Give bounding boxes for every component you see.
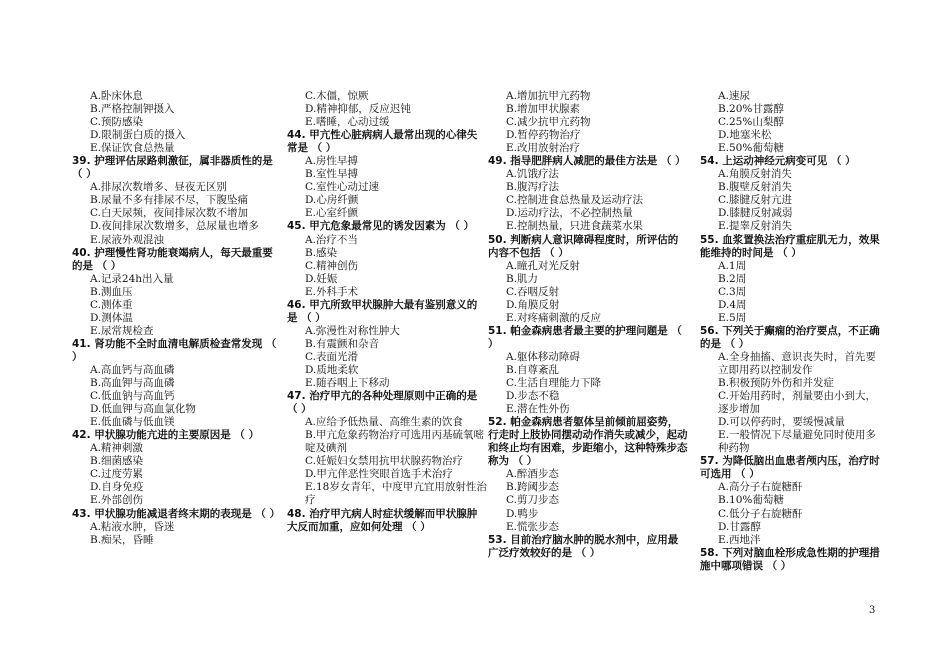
answer-option: D.精神抑郁，反应迟钝 [305,103,411,116]
answer-option: A.躯体移动障碍 [506,350,580,363]
answer-option: E.外科手术 [305,285,359,298]
question-text: 46. 甲亢所致甲状腺肿大最有鉴别意义的是 （ ） [287,298,478,324]
question-text: 42. 甲状腺功能亢进的主要原因是 （ ） [72,429,260,442]
answer-option: D.甲亢伴恶性突眼首选手术治疗 [305,468,453,481]
answer-option: D.夜间排尿次数增多，总尿量也增多 [90,220,259,233]
answer-option: C.室性心动过速 [305,181,379,194]
answer-option: B.增加甲状腺素 [506,103,581,116]
answer-option: A.高血钙与高血磷 [90,363,175,376]
answer-option: C.过度劳累 [90,468,143,481]
answer-option: E.提睾反射消失 [718,220,793,233]
answer-option: B.有震颤和杂音 [305,337,380,350]
answer-option: E.潜在性外伤 [506,403,570,416]
answer-option: A.增加抗甲亢药物 [506,90,591,102]
answer-option: D.4周 [718,298,747,311]
question-text: 48. 治疗甲亢病人时症状缓解而甲状腺肿大反而加重，应如何处理 （ ） [287,507,478,533]
question-text: 53. 目前治疗脑水肿的脱水剂中，应用最广泛疗效较好的是 （ ） [488,533,679,559]
answer-option: C.减少抗甲亢药物 [506,116,591,129]
answer-option: C.表面光滑 [305,350,358,363]
answer-option: D.妊娠 [305,272,338,285]
answer-option: E.18岁女青年，中度甲亢宜用放射性治疗 [305,481,487,507]
answer-option: A.记录24h出入量 [90,272,174,285]
column-3 [488,90,688,560]
answer-option: C.开始用药时，剂量要由小到大，逐步增加 [718,390,876,416]
answer-option: D.运动疗法，不必控制热量 [506,207,633,220]
answer-option: C.3周 [718,285,747,298]
column-2 [287,90,487,534]
answer-option: B.腹壁反射消失 [718,181,793,194]
answer-option: A.排尿次数增多、昼夜无区别 [90,181,227,194]
answer-option: A.弥漫性对称性肿大 [305,324,400,337]
answer-option: B.20%甘露醇 [718,103,784,116]
answer-option: A.精神刺激 [90,442,143,455]
question-text: 57. 为降低脑出血患者颅内压，治疗时可选用 （ ） [700,455,880,481]
answer-option: C.测体重 [90,298,133,311]
answer-option: D.步态不稳 [506,390,560,403]
column-4 [700,90,880,573]
answer-option: A.瞳孔对光反射 [506,259,580,272]
answer-option: D.限制蛋白质的摄入 [90,129,186,142]
answer-option: E.低血磷与低血镁 [90,416,175,429]
question-text: 54. 上运动神经元病变可见 （ ） [700,155,856,168]
answer-option: E.外部创伤 [90,494,144,507]
answer-option: C.木僵，惊厥 [305,90,369,102]
answer-option: E.控制热量，只进食蔬菜水果 [506,220,644,233]
answer-option: C.生活自理能力下降 [506,377,601,390]
question-text: 51. 帕金森病患者最主要的护理问题是 （ ） [488,324,682,350]
answer-option: B.细菌感染 [90,455,144,468]
answer-option: A.卧床休息 [90,90,143,102]
answer-option: C.白天尿频，夜间排尿次数不增加 [90,207,248,220]
answer-option: E.尿液外观混浊 [90,233,165,246]
answer-option: D.低血钾与高血氯化物 [90,403,196,416]
answer-option: B.2周 [718,272,747,285]
answer-option: A.高分子右旋糖酐 [718,481,803,494]
answer-option: C.妊娠妇女禁用抗甲状腺药物治疗 [305,455,463,468]
answer-option: B.尿量不多有排尿不尽，下腹坠痛 [90,194,249,207]
answer-option: B.高血钾与高血磷 [90,377,175,390]
answer-option: D.心房纤颤 [305,194,359,207]
answer-option: D.可以停药时，要缓慢减量 [718,416,845,429]
answer-option: C.低血钠与高血钙 [90,390,175,403]
answer-option: E.嗜睡，心动过缓 [305,116,390,129]
question-text: 43. 甲状腺功能减退者终末期的表现是 （ ） [72,507,281,520]
answer-option: C.控制进食总热量及运动疗法 [506,194,643,207]
question-text: 44. 甲亢性心脏病病人最常出现的心律失常是 （ ） [287,129,478,155]
answer-option: D.地塞米松 [718,129,772,142]
answer-option: E.西地泮 [718,533,761,546]
answer-option: C.吞咽反射 [506,285,559,298]
answer-option: C.膝腱反射亢进 [718,194,792,207]
answer-option: B.10%葡萄糖 [718,494,784,507]
answer-option: D.暂停药物治疗 [506,129,581,142]
answer-option: A.应给予低热量、高维生素的饮食 [305,416,463,429]
answer-option: C.精神创伤 [305,259,358,272]
question-text: 55. 血浆置换法治疗重症肌无力，效果能维持的时间是 （ ） [700,233,880,259]
question-text: 49. 指导肥胖病人减肥的最佳方法是 （ ） [488,155,686,168]
question-text: 50. 判断病人意识障碍程度时，所评估的内容不包括 （ ） [488,233,679,259]
answer-option: D.甘露醇 [718,520,761,533]
question-text: 58. 下列对脑血栓形成急性期的护理措施中哪项错误 （ ） [700,546,880,572]
answer-option: A.全身抽搐、意识丧失时，首先要立即用药以控制发作 [718,350,876,376]
answer-option: C.剪刀步态 [506,494,559,507]
answer-option: B.甲亢危象药物治疗可选用丙基硫氧嘧啶及碘剂 [305,429,485,455]
answer-option: B.痴呆，昏睡 [90,533,154,546]
answer-option: D.质地柔软 [305,363,359,376]
answer-option: C.25%山梨醇 [718,116,784,129]
answer-option: A.1周 [718,259,747,272]
answer-option: D.鸭步 [506,507,539,520]
page-number: 3 [869,605,876,616]
answer-option: B.腹泻疗法 [506,181,560,194]
question-text: 41. 肾功能不全时血清电解质检查常发现 （ ） [72,337,277,363]
answer-option: A.饥饿疗法 [506,168,559,181]
answer-option: E.对疼痛刺激的反应 [506,311,602,324]
answer-option: D.膝腱反射减弱 [718,207,793,220]
answer-option: D.自身免疫 [90,481,144,494]
answer-option: D.角膜反射 [506,298,560,311]
answer-option: C.预防感染 [90,116,143,129]
question-text: 52. 帕金森病患者躯体呈前倾前屈姿势，行走时上肢协同摆动动作消失或减少，起动和终止均有困难，步距缩小，这种特殊步态称为 （ ） [488,416,688,468]
answer-option: A.房性早搏 [305,155,358,168]
question-text: 45. 甲亢危象最常见的诱发因素为 （ ） [287,220,475,233]
answer-option: E.保证饮食总热量 [90,142,175,155]
answer-option: E.心室纤颤 [305,207,359,220]
answer-option: E.50%葡萄糖 [718,142,784,155]
answer-option: E.一般情况下尽量避免同时使用多种药物 [718,429,877,455]
answer-option: A.粘液水肿，昏迷 [90,520,175,533]
answer-option: D.测体温 [90,311,133,324]
answer-option: E.慌张步态 [506,520,560,533]
answer-option: B.肌力 [506,272,539,285]
answer-option: B.自尊紊乱 [506,363,560,376]
question-text: 47. 治疗甲亢的各种处理原则中正确的是 （ ） [287,390,478,416]
answer-option: C.低分子右旋糖酐 [718,507,803,520]
answer-option: A.治疗不当 [305,233,358,246]
answer-option: E.尿常规检查 [90,324,154,337]
question-text: 39. 护理评估尿路刺激征，属非器质性的是 （ ） [72,155,273,181]
answer-option: A.醉酒步态 [506,468,559,481]
answer-option: B.积极预防外伤和并发症 [718,377,835,390]
answer-option: E.改用放射治疗 [506,142,581,155]
answer-option: B.室性早搏 [305,168,359,181]
answer-option: B.感染 [305,246,338,259]
answer-option: A.速尿 [718,90,750,102]
answer-option: E.5周 [718,311,747,324]
answer-option: E.随吞咽上下移动 [305,377,390,390]
column-1 [72,90,281,547]
question-text: 56. 下列关于癫痫的治疗要点，不正确的是 （ ） [700,324,880,350]
answer-option: B.跨阈步态 [506,481,560,494]
question-text: 40. 护理慢性肾功能衰竭病人，每天最重要的是 （ ） [72,246,273,272]
answer-option: B.测血压 [90,285,133,298]
answer-option: A.角膜反射消失 [718,168,792,181]
answer-option: B.严格控制钾摄入 [90,103,175,116]
